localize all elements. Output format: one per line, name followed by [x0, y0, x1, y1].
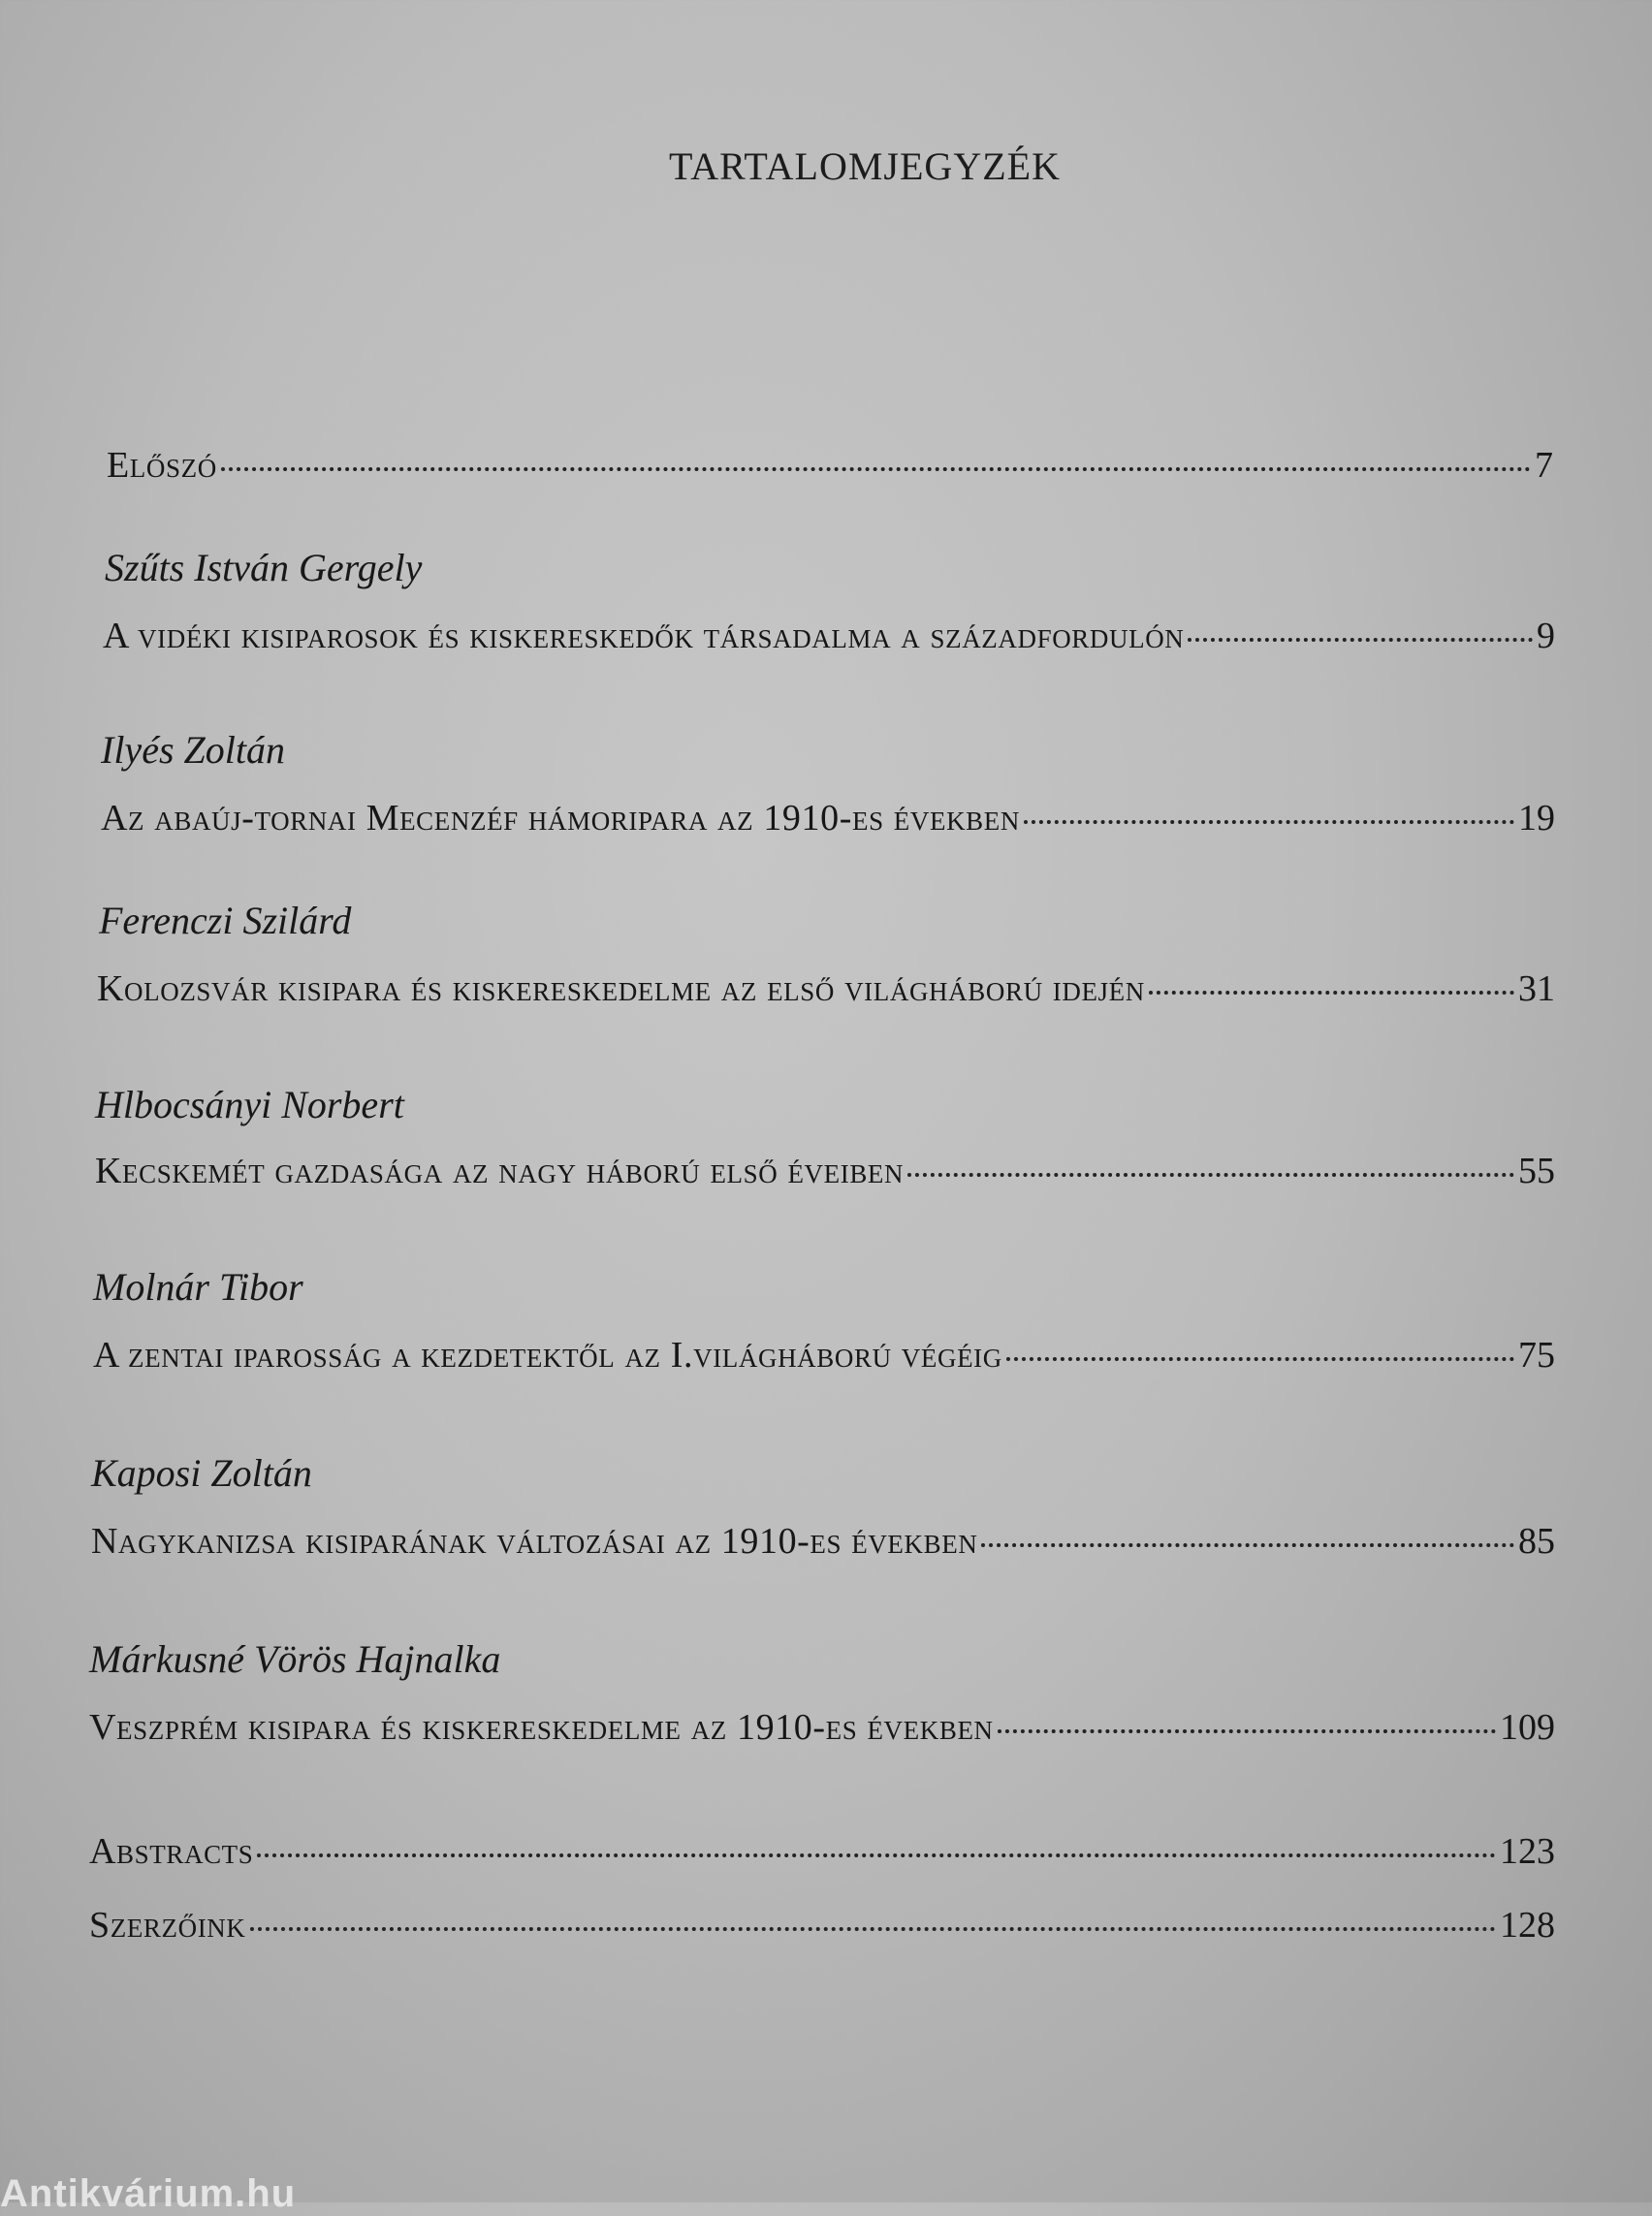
toc-entry-page: 19	[1518, 798, 1555, 839]
dot-leader	[257, 1853, 1496, 1857]
toc-entry-chapter	[93, 1334, 1555, 1377]
chapter-author: Kaposi Zoltán	[91, 1451, 312, 1495]
dot-leader	[1024, 820, 1514, 824]
toc-entry-title: Szerzőink	[89, 1905, 246, 1946]
toc-entry-page: 9	[1537, 616, 1555, 656]
toc-entry-chapter	[101, 797, 1555, 839]
dot-leader	[1188, 638, 1533, 642]
watermark: Antikvárium.hu	[0, 2172, 297, 2215]
toc-entry-authors	[89, 1904, 1555, 1947]
dot-leader	[1149, 991, 1514, 995]
toc-entry-page: 55	[1518, 1151, 1555, 1191]
toc-entry-page: 109	[1500, 1707, 1555, 1748]
toc-entry-chapter	[95, 1150, 1555, 1192]
toc-entry-page: 123	[1500, 1831, 1555, 1872]
chapter-author: Hlbocsányi Norbert	[95, 1083, 404, 1126]
toc-entry-eloszo	[107, 444, 1553, 487]
toc-entry-abstracts	[89, 1830, 1555, 1873]
toc-entry-chapter	[89, 1706, 1555, 1749]
dot-leader	[250, 1927, 1496, 1931]
chapter-author: Szűts István Gergely	[105, 546, 423, 589]
dot-leader	[221, 467, 1531, 471]
toc-entry-chapter	[103, 615, 1555, 657]
dot-leader	[981, 1543, 1514, 1547]
toc-entry-page: 31	[1518, 968, 1555, 1009]
chapter-author: Molnár Tibor	[93, 1265, 303, 1309]
dot-leader	[998, 1729, 1496, 1733]
toc-entry-title: Abstracts	[89, 1831, 254, 1872]
toc-entry-title: Veszprém kisipara és kiskereskedelme az 1910-es években	[89, 1707, 994, 1748]
toc-entry-page: 75	[1518, 1335, 1555, 1376]
dot-leader	[1006, 1357, 1514, 1361]
chapter-author: Ilyés Zoltán	[101, 728, 285, 772]
toc-entry-page: 85	[1518, 1521, 1555, 1562]
toc-entry-title: Kolozsvár kisipara és kiskereskedelme az első világháború idején	[97, 968, 1145, 1009]
toc-entry-title: Kecskemét gazdasága az nagy háború első éveiben	[95, 1151, 905, 1191]
toc-entry-title: A vidéki kisiparosok és kiskereskedők társadalma a századfordulón	[103, 616, 1185, 656]
toc-entry-title: Előszó	[107, 445, 217, 486]
toc-entry-page: 7	[1535, 445, 1553, 486]
toc-entry-title: Nagykanizsa kisiparának változásai az 1910-es években	[91, 1521, 978, 1562]
toc-entry-chapter	[91, 1520, 1555, 1563]
toc-entry-title: Az abaúj-tornai Mecenzéf hámoripara az 1910-es években	[101, 798, 1020, 839]
chapter-author: Márkusné Vörös Hajnalka	[89, 1637, 501, 1681]
page-title: TARTALOMJEGYZÉK	[669, 144, 1061, 188]
toc-entry-page: 128	[1500, 1905, 1555, 1946]
dot-leader	[907, 1173, 1514, 1177]
toc-entry-chapter	[97, 967, 1555, 1010]
chapter-author: Ferenczi Szilárd	[99, 899, 352, 942]
toc-entry-title: A zentai iparosság a kezdetektől az I.világháború végéig	[93, 1335, 1002, 1376]
